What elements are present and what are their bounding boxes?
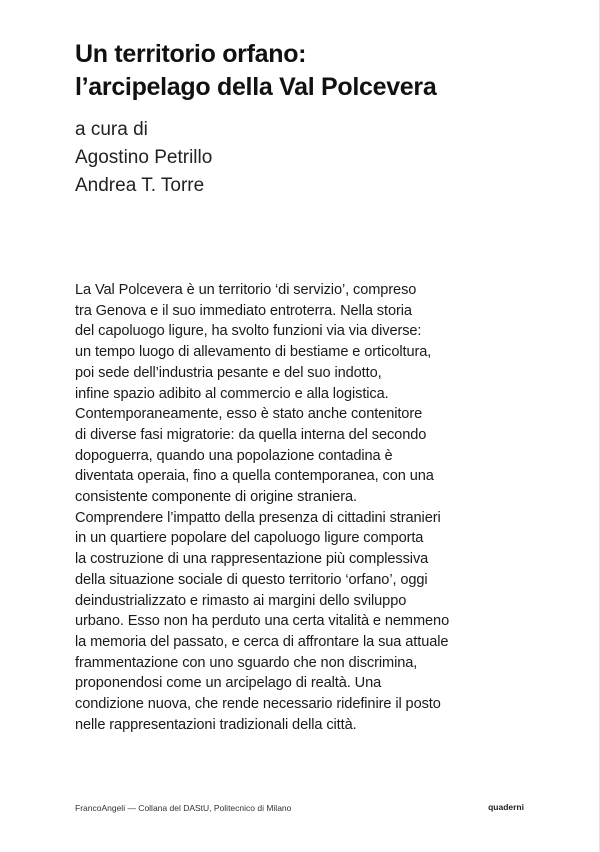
publisher-series: FrancoAngeli — Collana del DAStU, Politecnico di Milano	[75, 803, 292, 813]
blurb-line: frammentazione con uno sguardo che non discrimina,	[75, 654, 418, 671]
blurb-text	[75, 280, 545, 735]
book-title	[75, 38, 575, 104]
blurb-line: condizione nuova, che rende necessario ridefinire il posto	[75, 696, 441, 713]
blurb-line: consistente componente di origine straniera.	[75, 489, 357, 506]
blurb-line: La Val Polcevera è un territorio ‘di servizio’, compreso	[75, 282, 417, 298]
title-line-2: l’arcipelago della Val Polcevera	[75, 73, 437, 101]
title-line-1: Un territorio orfano:	[75, 40, 307, 68]
blurb-line: della situazione sociale di questo territorio ‘orfano’, oggi	[75, 571, 428, 588]
editor-name: Andrea T. Torre	[75, 175, 205, 196]
blurb-line: del capoluogo ligure, ha svolto funzioni via via diverse:	[75, 323, 422, 340]
series-label: quaderni	[488, 802, 524, 812]
blurb-line: infine spazio adibito al commercio e alla logistica.	[75, 385, 389, 402]
blurb-line: diventata operaia, fino a quella contemporanea, con una	[75, 468, 434, 485]
editors-block	[75, 116, 475, 200]
blurb-line: la costruzione di una rappresentazione più complessiva	[75, 551, 429, 568]
blurb-line: nelle rappresentazioni tradizionali della città.	[75, 716, 357, 733]
blurb-line: in un quartiere popolare del capoluogo ligure comporta	[75, 530, 424, 547]
blurb-line: tra Genova e il suo immediato entroterra. Nella storia	[75, 302, 412, 319]
blurb-line: dopoguerra, quando una popolazione contadina è	[75, 447, 393, 464]
blurb-line: deindustrializzato e rimasto ai margini dello sviluppo	[75, 592, 407, 609]
blurb-line: la memoria del passato, e cerca di affrontare la sua attuale	[75, 633, 449, 650]
editor-name: Agostino Petrillo	[75, 147, 213, 168]
blurb-line: di diverse fasi migratorie: da quella interna del secondo	[75, 426, 427, 443]
blurb-line: Comprendere l’impatto della presenza di cittadini stranieri	[75, 509, 441, 526]
blurb-line: Contemporaneamente, esso è stato anche contenitore	[75, 406, 423, 423]
blurb-line: urbano. Esso non ha perduto una certa vitalità e nemmeno	[75, 613, 450, 630]
blurb-line: un tempo luogo di allevamento di bestiame e orticoltura,	[75, 344, 432, 361]
blurb-line: poi sede dell’industria pesante e del suo indotto,	[75, 364, 382, 381]
blurb-line: proponendosi come un arcipelago di realtà. Una	[75, 675, 382, 692]
editors-label: a cura di	[75, 119, 148, 140]
